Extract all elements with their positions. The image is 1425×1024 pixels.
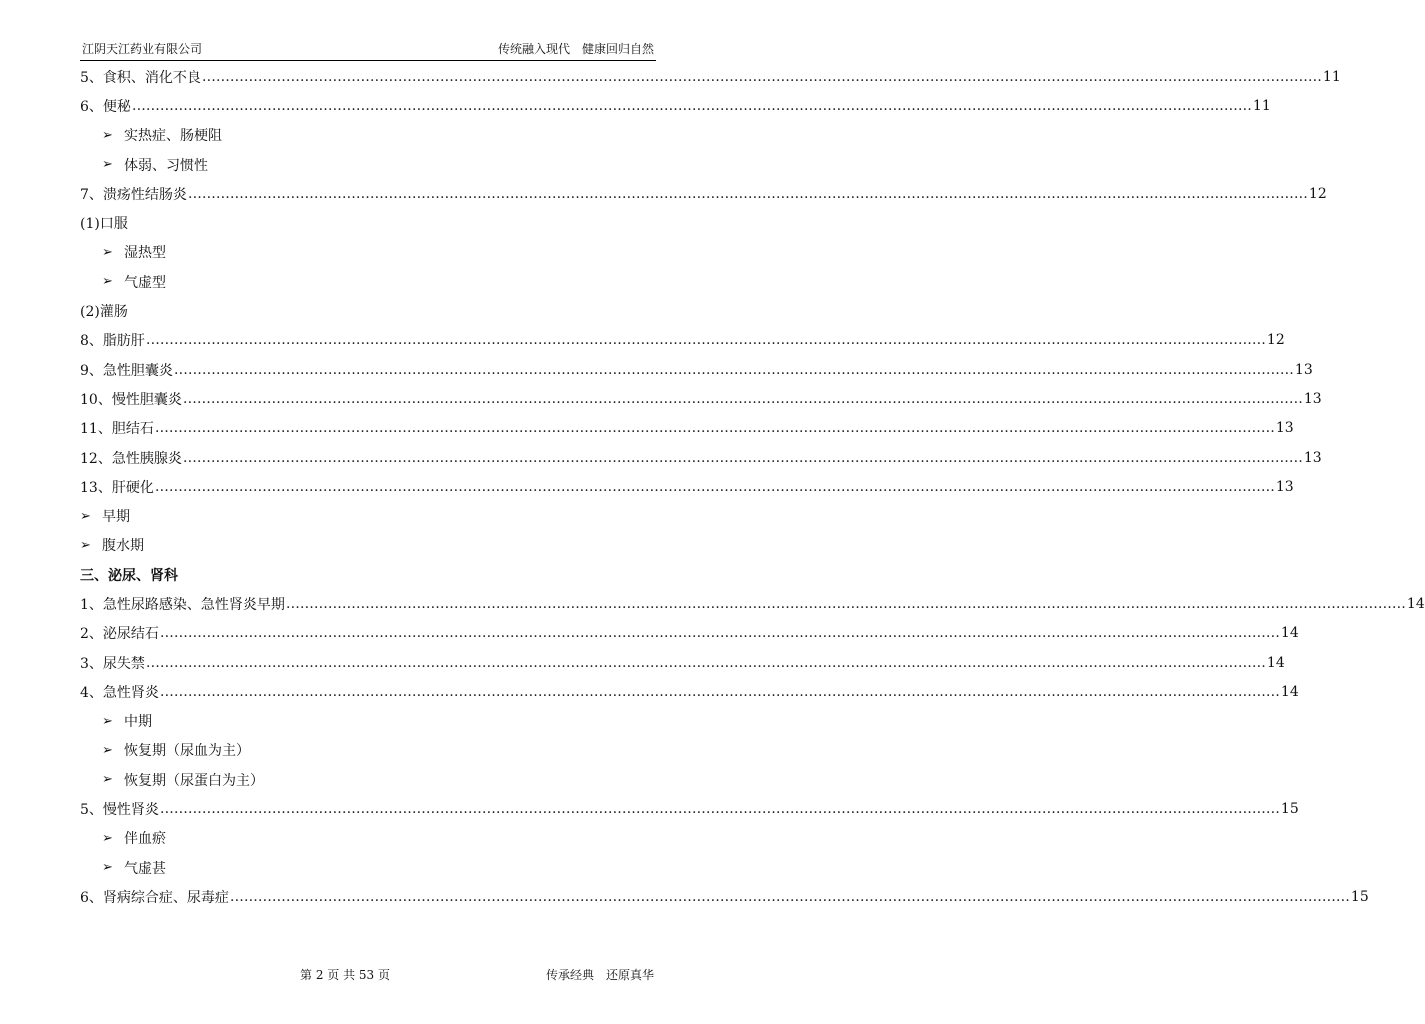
- toc-entry-page: 13: [1294, 361, 1313, 378]
- toc-subitem: 湿热型: [124, 245, 166, 262]
- toc-entry-page: 14: [1406, 595, 1425, 612]
- toc-entry-title: 急性胰腺炎: [111, 450, 182, 467]
- toc-section-heading: 三、泌尿、肾科: [80, 567, 178, 584]
- toc-entry-title: 泌尿结石: [102, 626, 159, 643]
- toc-entry-title: 食积、消化不良: [102, 69, 201, 86]
- toc-subitem: 恢复期（尿蛋白为主）: [124, 772, 264, 789]
- toc-row: [80, 414, 1294, 443]
- arrow-bullet-icon: ➢: [102, 742, 113, 758]
- toc-entry-title: 急性尿路感染、急性肾炎早期: [102, 596, 285, 613]
- toc-entry-title: 脂肪肝: [102, 333, 145, 350]
- toc-entry-title: 肾病综合症、尿毒症: [102, 889, 229, 906]
- footer-page-info: 第 2 页 共 53 页: [300, 968, 390, 982]
- toc-leader-dots: ……………………………………………………………………………………………………………………………………………………………………………………………………………………: [229, 888, 1350, 905]
- arrow-bullet-icon: ➢: [102, 127, 113, 143]
- toc-row: [80, 648, 1285, 677]
- arrow-bullet-icon: ➢: [80, 537, 91, 553]
- toc-subheading: (2)灌肠: [80, 304, 128, 321]
- toc-subitem: 实热症、肠梗阻: [124, 128, 222, 145]
- toc-row: [80, 824, 656, 853]
- toc-leader-dots: ……………………………………………………………………………………………………………………………………………………………………………………………………………………: [182, 449, 1303, 466]
- toc-entry-number: 5、: [80, 69, 103, 86]
- toc-entry-number: 10、: [80, 391, 112, 408]
- toc-entry-number: 12、: [80, 450, 112, 467]
- toc-entry-number: 6、: [80, 889, 103, 906]
- toc-row: [80, 501, 656, 530]
- toc-entry-title: 慢性肾炎: [102, 802, 159, 819]
- toc-entry-number: 6、: [80, 98, 103, 115]
- toc-row: [80, 355, 1313, 384]
- toc-row: [80, 326, 1285, 355]
- toc-row: [80, 121, 656, 150]
- toc-entry-page: 14: [1280, 625, 1299, 642]
- toc-entry-title: 便秘: [102, 98, 131, 115]
- toc-subitem: 气虚甚: [124, 860, 166, 877]
- arrow-bullet-icon: ➢: [102, 772, 113, 788]
- toc-entry-page: 13: [1275, 420, 1294, 437]
- toc-row: [80, 384, 1322, 413]
- toc-subitem: 恢复期（尿血为主）: [124, 743, 250, 760]
- arrow-bullet-icon: ➢: [102, 830, 113, 846]
- toc-entry-title: 急性肾炎: [102, 684, 159, 701]
- toc-entry-title: 肝硬化: [111, 479, 154, 496]
- toc-entry-title: 胆结石: [111, 421, 154, 438]
- toc-row: [80, 62, 1341, 91]
- toc-entry-number: 9、: [80, 362, 103, 379]
- toc-entry-number: 7、: [80, 186, 103, 203]
- toc-subitem: 中期: [124, 714, 152, 731]
- toc-leader-dots: ……………………………………………………………………………………………………………………………………………………………………………………………………………………: [182, 390, 1303, 407]
- arrow-bullet-icon: ➢: [102, 713, 113, 729]
- toc-entry-page: 14: [1280, 683, 1299, 700]
- page-footer: [80, 966, 656, 984]
- toc-entry-page: 12: [1266, 332, 1285, 349]
- arrow-bullet-icon: ➢: [102, 860, 113, 876]
- toc-entry-page: 13: [1275, 478, 1294, 495]
- toc-row: [80, 443, 1322, 472]
- toc-subheading: (1)口服: [80, 216, 128, 233]
- toc-entry-page: 11: [1252, 97, 1271, 114]
- toc-leader-dots: ……………………………………………………………………………………………………………………………………………………………………………………………………………………: [154, 478, 1275, 495]
- toc-entry-number: 4、: [80, 684, 103, 701]
- toc-subitem: 气虚型: [124, 274, 166, 291]
- arrow-bullet-icon: ➢: [80, 508, 91, 524]
- toc-entry-number: 11、: [80, 421, 112, 438]
- toc-subitem: 腹水期: [102, 538, 144, 555]
- arrow-bullet-icon: ➢: [102, 157, 113, 173]
- toc-row: [80, 677, 1299, 706]
- toc-row: [80, 765, 656, 794]
- toc-leader-dots: ……………………………………………………………………………………………………………………………………………………………………………………………………………………: [159, 801, 1280, 818]
- toc-row: [80, 589, 1425, 618]
- toc-row: [80, 179, 1327, 208]
- toc-leader-dots: ……………………………………………………………………………………………………………………………………………………………………………………………………………………: [159, 683, 1280, 700]
- header-slogan: 传统融入现代 健康回归自然: [497, 42, 654, 56]
- toc-subitem: 早期: [102, 509, 130, 526]
- toc-entry-page: 11: [1322, 68, 1341, 85]
- toc-entry-title: 溃疡性结肠炎: [102, 186, 187, 203]
- toc-leader-dots: ……………………………………………………………………………………………………………………………………………………………………………………………………………………: [187, 185, 1308, 202]
- toc-row: [80, 619, 1299, 648]
- toc-entry-title: 急性胆囊炎: [102, 362, 173, 379]
- table-of-contents: [80, 62, 1425, 912]
- header-company: 江阴天江药业有限公司: [82, 42, 203, 56]
- toc-row: [80, 794, 1299, 823]
- footer-motto: 传承经典 还原真华: [545, 968, 654, 982]
- toc-entry-number: 3、: [80, 655, 103, 672]
- arrow-bullet-icon: ➢: [102, 244, 113, 260]
- toc-row: [80, 267, 656, 296]
- toc-leader-dots: ……………………………………………………………………………………………………………………………………………………………………………………………………………………: [154, 420, 1275, 437]
- toc-row: [80, 208, 656, 237]
- toc-leader-dots: ……………………………………………………………………………………………………………………………………………………………………………………………………………………: [131, 97, 1252, 114]
- toc-row: [80, 296, 656, 325]
- toc-row: [80, 560, 656, 589]
- toc-row: [80, 150, 656, 179]
- toc-entry-number: 2、: [80, 626, 103, 643]
- toc-entry-number: 5、: [80, 802, 103, 819]
- toc-row: [80, 238, 656, 267]
- toc-entry-page: 15: [1350, 888, 1369, 905]
- toc-entry-page: 14: [1266, 654, 1285, 671]
- toc-leader-dots: ……………………………………………………………………………………………………………………………………………………………………………………………………………………: [173, 361, 1294, 378]
- toc-row: [80, 531, 656, 560]
- toc-row: [80, 707, 656, 736]
- toc-entry-number: 13、: [80, 479, 112, 496]
- toc-subitem: 伴血瘀: [124, 831, 166, 848]
- toc-row: [80, 736, 656, 765]
- toc-entry-page: 13: [1303, 449, 1322, 466]
- toc-leader-dots: ……………………………………………………………………………………………………………………………………………………………………………………………………………………: [145, 332, 1266, 349]
- arrow-bullet-icon: ➢: [102, 274, 113, 290]
- toc-leader-dots: ……………………………………………………………………………………………………………………………………………………………………………………………………………………: [285, 595, 1406, 612]
- toc-entry-title: 尿失禁: [102, 655, 145, 672]
- toc-leader-dots: ……………………………………………………………………………………………………………………………………………………………………………………………………………………: [201, 68, 1322, 85]
- toc-leader-dots: ……………………………………………………………………………………………………………………………………………………………………………………………………………………: [145, 654, 1266, 671]
- toc-leader-dots: ……………………………………………………………………………………………………………………………………………………………………………………………………………………: [159, 625, 1280, 642]
- toc-entry-page: 15: [1280, 801, 1299, 818]
- toc-entry-title: 慢性胆囊炎: [111, 391, 182, 408]
- toc-row: [80, 472, 1294, 501]
- toc-entry-page: 13: [1303, 390, 1322, 407]
- toc-entry-number: 8、: [80, 333, 103, 350]
- toc-entry-page: 12: [1308, 185, 1327, 202]
- page-header: [80, 40, 656, 61]
- toc-row: [80, 853, 656, 882]
- toc-row: [80, 91, 1271, 120]
- toc-entry-number: 1、: [80, 596, 103, 613]
- toc-subitem: 体弱、习惯性: [124, 157, 208, 174]
- toc-row: [80, 882, 1369, 911]
